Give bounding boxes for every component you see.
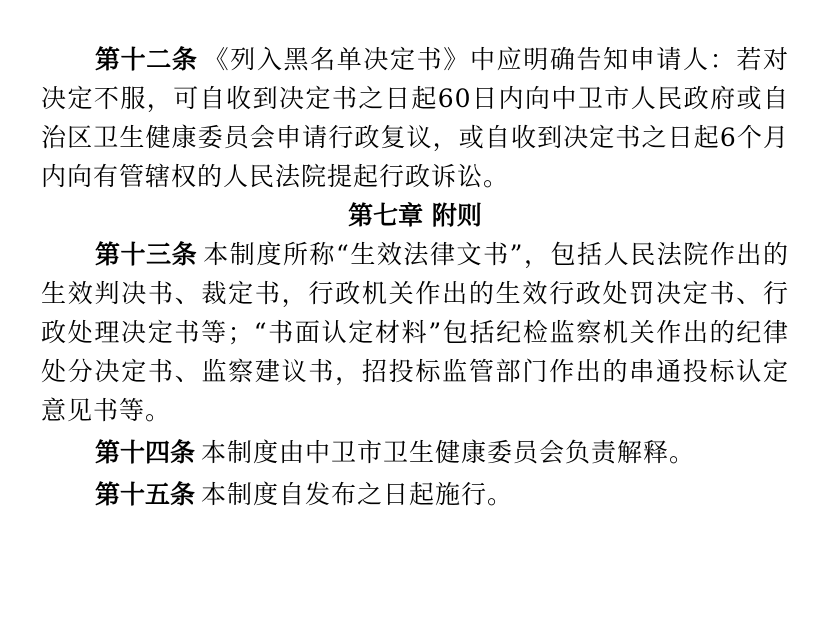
article-14-text: 本制度由中卫市卫生健康委员会负责解释。 bbox=[201, 438, 696, 467]
article-13-text: 本制度所称“生效法律文书”，包括人民法院作出的生效判决书、裁定书，行政机关作出的生效行政处罚决定书、行政处理决定书等；“书面认定材料”包括纪检监察机关作出的纪律处分决定书、监察建议书，招投标监管部门作出的串通投标认定意见书等。 bbox=[41, 240, 789, 425]
article-12-number: 第十二条 bbox=[95, 45, 198, 74]
article-15-number: 第十五条 bbox=[95, 480, 196, 509]
article-12 bbox=[41, 40, 789, 196]
article-14 bbox=[41, 433, 789, 472]
article-13-number: 第十三条 bbox=[95, 240, 198, 269]
article-15 bbox=[41, 475, 789, 514]
chapter-heading: 第七章 附则 bbox=[348, 201, 482, 230]
article-15-text: 本制度自发布之日起施行。 bbox=[201, 480, 514, 509]
document-page bbox=[41, 40, 789, 514]
article-13 bbox=[41, 235, 789, 430]
article-12-text: 《列入黑名单决定书》中应明确告知申请人：若对决定不服，可自收到决定书之日起60日内向中卫市人民政府或自治区卫生健康委员会申请行政复议，或自收到决定书之日起6个月内向有管辖权的人民法院提起行政诉讼。 bbox=[41, 45, 789, 191]
article-14-number: 第十四条 bbox=[95, 438, 196, 467]
